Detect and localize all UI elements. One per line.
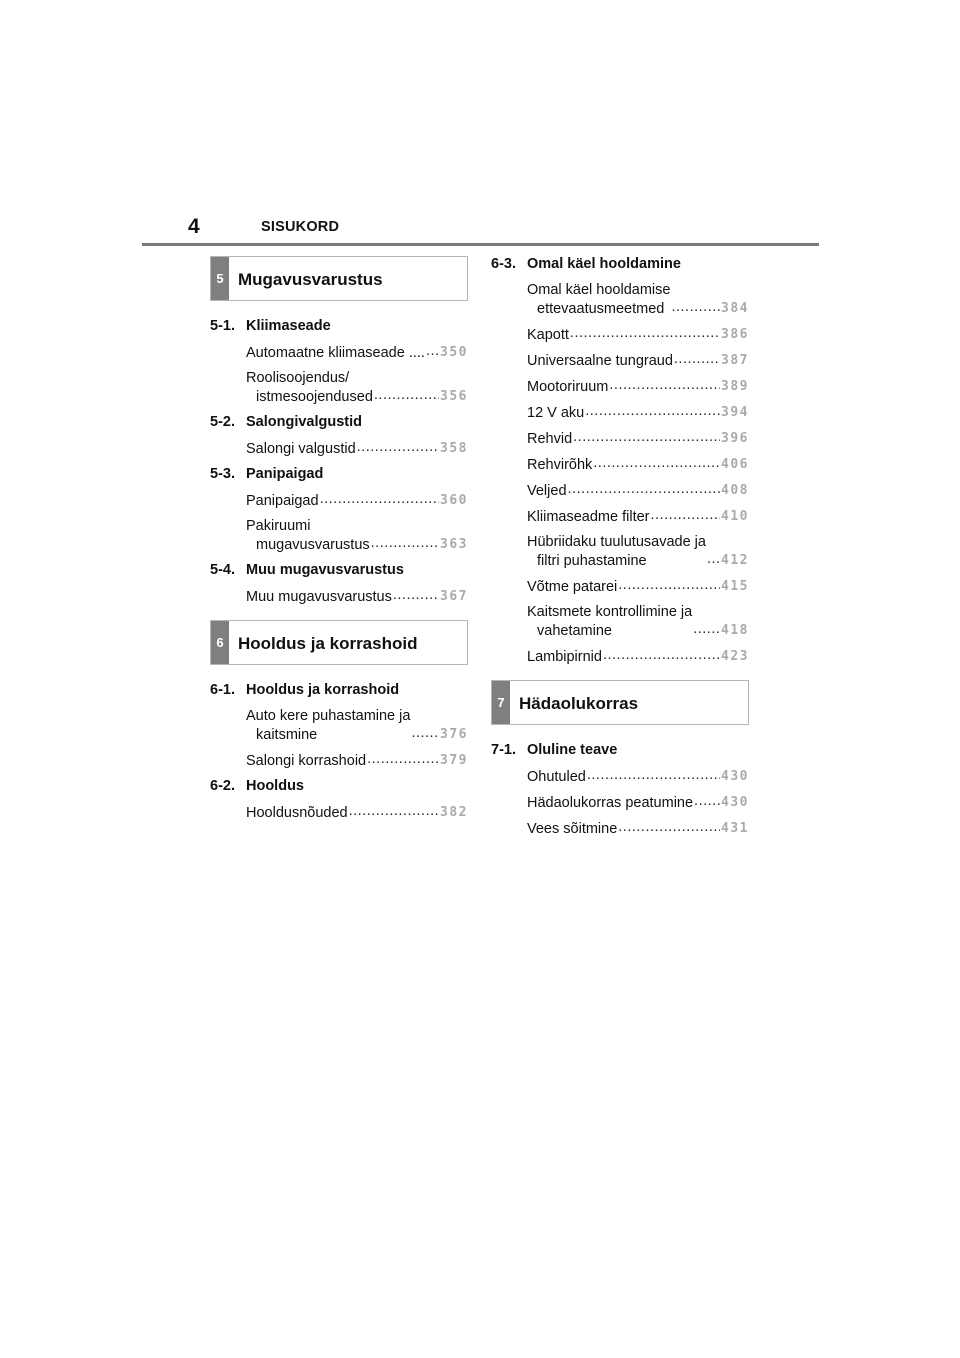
dot-leader: [320, 495, 439, 507]
subsection-number: 5-2.: [210, 414, 235, 430]
dot-leader: [609, 381, 720, 393]
toc-entry[interactable]: [527, 647, 749, 667]
toc-page-link[interactable]: 430: [721, 795, 749, 810]
toc-page-link[interactable]: 379: [440, 753, 468, 768]
toc-entry-text: [246, 804, 348, 823]
dot-leader: [593, 459, 720, 471]
toc-entry-text: [246, 752, 366, 771]
dot-leader: [426, 347, 439, 359]
dot-leader: [374, 391, 439, 403]
toc-page-link[interactable]: 358: [440, 441, 468, 456]
page-number: 4: [188, 215, 200, 238]
toc-entry-list: [491, 281, 749, 667]
dot-leader: [651, 511, 721, 523]
toc-entry-text: [527, 326, 569, 345]
toc-entry-line: Omal käel hooldamise: [527, 282, 671, 298]
toc-entry-text: [527, 533, 706, 571]
toc-entry-line-continued: mugavusvarustus: [256, 537, 370, 553]
toc-left-column: [210, 256, 468, 830]
subsection-number: 6-1.: [210, 682, 235, 698]
toc-page-link[interactable]: 431: [721, 821, 749, 836]
toc-page-link[interactable]: 408: [721, 483, 749, 498]
dot-leader: [570, 329, 720, 341]
toc-entry[interactable]: [246, 803, 468, 823]
toc-entry-text: [246, 369, 373, 407]
toc-page-link[interactable]: 396: [721, 431, 749, 446]
toc-entry-text: [527, 820, 617, 839]
toc-page-link[interactable]: 387: [721, 353, 749, 368]
toc-entry-text: [246, 517, 370, 555]
toc-entry-list: [210, 343, 468, 407]
toc-entry-text: [527, 430, 572, 449]
toc-entry-line: Universaalne tungraud: [527, 353, 673, 369]
toc-entry-line: Veljed: [527, 483, 567, 499]
toc-entry[interactable]: [527, 403, 749, 423]
toc-page-link[interactable]: 410: [721, 509, 749, 524]
toc-subsection-heading: [210, 318, 468, 334]
toc-entry-text: [246, 440, 356, 459]
toc-page-link[interactable]: 418: [721, 623, 749, 638]
dot-leader: [393, 591, 439, 603]
dot-leader: [707, 555, 720, 567]
toc-page-link[interactable]: 384: [721, 301, 749, 316]
section-number-tab: 6: [211, 621, 229, 664]
subsection-title: Kliimaseade: [246, 318, 331, 334]
toc-entry[interactable]: [246, 439, 468, 459]
toc-entry[interactable]: [246, 587, 468, 607]
dot-leader: [585, 407, 720, 419]
toc-entry-text: [527, 578, 617, 597]
toc-entry-line-continued: ettevaatusmeetmed: [537, 301, 665, 317]
toc-page-link[interactable]: 415: [721, 579, 749, 594]
toc-entry-text: [246, 492, 319, 511]
dot-leader: [674, 355, 720, 367]
toc-entry[interactable]: [527, 351, 749, 371]
toc-entry[interactable]: [527, 429, 749, 449]
toc-entry-text: [527, 603, 692, 641]
toc-entry-line: Automaatne kliimaseade ....: [246, 345, 425, 361]
toc-entry-line-continued: filtri puhastamine: [537, 553, 647, 569]
toc-entry-text: [527, 352, 673, 371]
toc-page-link[interactable]: 360: [440, 493, 468, 508]
toc-entry[interactable]: [527, 281, 749, 319]
dot-leader: [357, 443, 439, 455]
toc-entry-line: Hübriidaku tuulutusavade ja: [527, 534, 706, 550]
toc-entry-line-continued: vahetamine: [537, 623, 612, 639]
page-title: SISUKORD: [261, 219, 340, 235]
toc-entry-line: Auto kere puhastamine ja: [246, 708, 411, 724]
toc-entry-line: Panipaigad: [246, 493, 319, 509]
dot-leader: [367, 755, 439, 767]
toc-entry-list: [210, 587, 468, 607]
subsection-title: Muu mugavusvarustus: [246, 562, 404, 578]
toc-page-link[interactable]: 367: [440, 589, 468, 604]
subsection-number: 5-1.: [210, 318, 235, 334]
section-header-box[interactable]: [210, 256, 468, 301]
section-number-tab: 7: [492, 681, 510, 724]
toc-page-link[interactable]: 350: [440, 345, 468, 360]
subsection-title: Hooldus ja korrashoid: [246, 682, 400, 698]
toc-entry-line: Muu mugavusvarustus: [246, 589, 392, 605]
dot-leader: [411, 729, 439, 741]
dot-leader: [618, 581, 720, 593]
toc-page-link[interactable]: 412: [721, 553, 749, 568]
toc-entry-line: Kaitsmete kontrollimine ja: [527, 604, 693, 620]
dot-leader: [568, 485, 721, 497]
toc-entry-text: [246, 707, 410, 745]
toc-entry[interactable]: [527, 455, 749, 475]
toc-subsection-heading: [210, 466, 468, 482]
toc-page-link[interactable]: 423: [721, 649, 749, 664]
toc-entry-line: Hooldusnõuded: [246, 805, 348, 821]
toc-page-link[interactable]: 406: [721, 457, 749, 472]
toc-entry-text: [527, 404, 584, 423]
toc-entry[interactable]: [527, 767, 749, 787]
subsection-title: Omal käel hooldamine: [527, 256, 681, 272]
toc-entry-text: [527, 281, 670, 319]
toc-page-link[interactable]: 363: [440, 537, 468, 552]
section-title: Hädaolukorras: [519, 694, 639, 713]
toc-entry[interactable]: [527, 481, 749, 501]
toc-entry[interactable]: [246, 369, 468, 407]
subsection-title: Salongivalgustid: [246, 414, 363, 430]
subsection-title: Panipaigad: [246, 466, 324, 482]
toc-page-link[interactable]: 382: [440, 805, 468, 820]
toc-entry[interactable]: [246, 751, 468, 771]
dot-leader: [694, 797, 720, 809]
toc-entry[interactable]: [246, 343, 468, 363]
toc-entry-text: [246, 344, 425, 363]
toc-entry-line: 12 V aku: [527, 405, 585, 421]
toc-entry-line: Kliimaseadme filter: [527, 509, 650, 525]
subsection-number: 5-3.: [210, 466, 235, 482]
toc-entry[interactable]: [527, 793, 749, 813]
toc-entry-text: [527, 456, 592, 475]
dot-leader: [573, 433, 720, 445]
section-title: Hooldus ja korrashoid: [238, 634, 418, 653]
subsection-title: Oluline teave: [527, 742, 618, 758]
toc-entry-line: Salongi korrashoid: [246, 753, 367, 769]
section-header-box[interactable]: [491, 680, 749, 725]
toc-entry-text: [527, 378, 608, 397]
toc-subsection-heading: [491, 256, 749, 272]
toc-subsection-heading: [491, 742, 749, 758]
toc-entry-line: Salongi valgustid: [246, 441, 356, 457]
toc-entry-list: [210, 707, 468, 771]
subsection-number: 6-3.: [491, 256, 516, 272]
toc-subsection-heading: [210, 414, 468, 430]
toc-entry[interactable]: [527, 377, 749, 397]
toc-entry-line: Lambipirnid: [527, 649, 602, 665]
toc-entry-line: Võtme patarei: [527, 579, 618, 595]
toc-entry-text: [246, 588, 392, 607]
toc-entry-line: Kapott: [527, 327, 569, 343]
toc-entry-text: [527, 508, 650, 527]
toc-entry-list: [210, 439, 468, 459]
toc-entry-list: [210, 803, 468, 823]
toc-entry[interactable]: [246, 707, 468, 745]
toc-entry[interactable]: [527, 325, 749, 345]
dot-leader: [671, 303, 720, 315]
toc-entry-text: [527, 482, 567, 501]
toc-page-link[interactable]: 394: [721, 405, 749, 420]
toc-entry-line: Roolisoojendus/: [246, 370, 350, 386]
toc-entry-text: [527, 648, 602, 667]
toc-entry[interactable]: [246, 517, 468, 555]
toc-subsection-heading: [210, 682, 468, 698]
toc-subsection-heading: [210, 778, 468, 794]
toc-entry[interactable]: [246, 491, 468, 511]
toc-entry[interactable]: [527, 507, 749, 527]
header-divider: [142, 243, 819, 246]
toc-entry-line: Pakiruumi: [246, 518, 311, 534]
toc-entry-line-continued: istmesoojendused: [256, 389, 373, 405]
subsection-number: 6-2.: [210, 778, 235, 794]
toc-entry[interactable]: [527, 603, 749, 641]
toc-right-column: [491, 256, 749, 846]
toc-entry[interactable]: [527, 577, 749, 597]
toc-page-link[interactable]: 356: [440, 389, 468, 404]
toc-page-link[interactable]: 386: [721, 327, 749, 342]
subsection-number: 5-4.: [210, 562, 235, 578]
section-title: Mugavusvarustus: [238, 270, 383, 289]
toc-entry-text: [527, 768, 586, 787]
toc-entry-text: [527, 794, 693, 813]
toc-entry-line: Rehvid: [527, 431, 573, 447]
toc-entry-line: Hädaolukorras peatumine: [527, 795, 694, 811]
toc-entry-line-continued: kaitsmine: [256, 727, 318, 743]
toc-page-link[interactable]: 376: [440, 727, 468, 742]
toc-page-link[interactable]: 389: [721, 379, 749, 394]
toc-entry-line: Mootoriruum: [527, 379, 609, 395]
section-number-tab: 5: [211, 257, 229, 300]
toc-entry-list: [210, 491, 468, 555]
toc-entry-line: Vees sõitmine: [527, 821, 618, 837]
dot-leader: [587, 771, 720, 783]
section-header-box[interactable]: [210, 620, 468, 665]
toc-entry[interactable]: [527, 533, 749, 571]
toc-entry-line: Ohutuled: [527, 769, 586, 785]
toc-entry-line: Rehvirõhk: [527, 457, 593, 473]
subsection-title: Hooldus: [246, 778, 304, 794]
dot-leader: [371, 539, 439, 551]
toc-entry-list: [491, 767, 749, 839]
dot-leader: [693, 625, 720, 637]
dot-leader: [349, 807, 439, 819]
subsection-number: 7-1.: [491, 742, 516, 758]
dot-leader: [618, 823, 720, 835]
dot-leader: [603, 651, 720, 663]
toc-entry[interactable]: [527, 819, 749, 839]
toc-page-link[interactable]: 430: [721, 769, 749, 784]
toc-subsection-heading: [210, 562, 468, 578]
